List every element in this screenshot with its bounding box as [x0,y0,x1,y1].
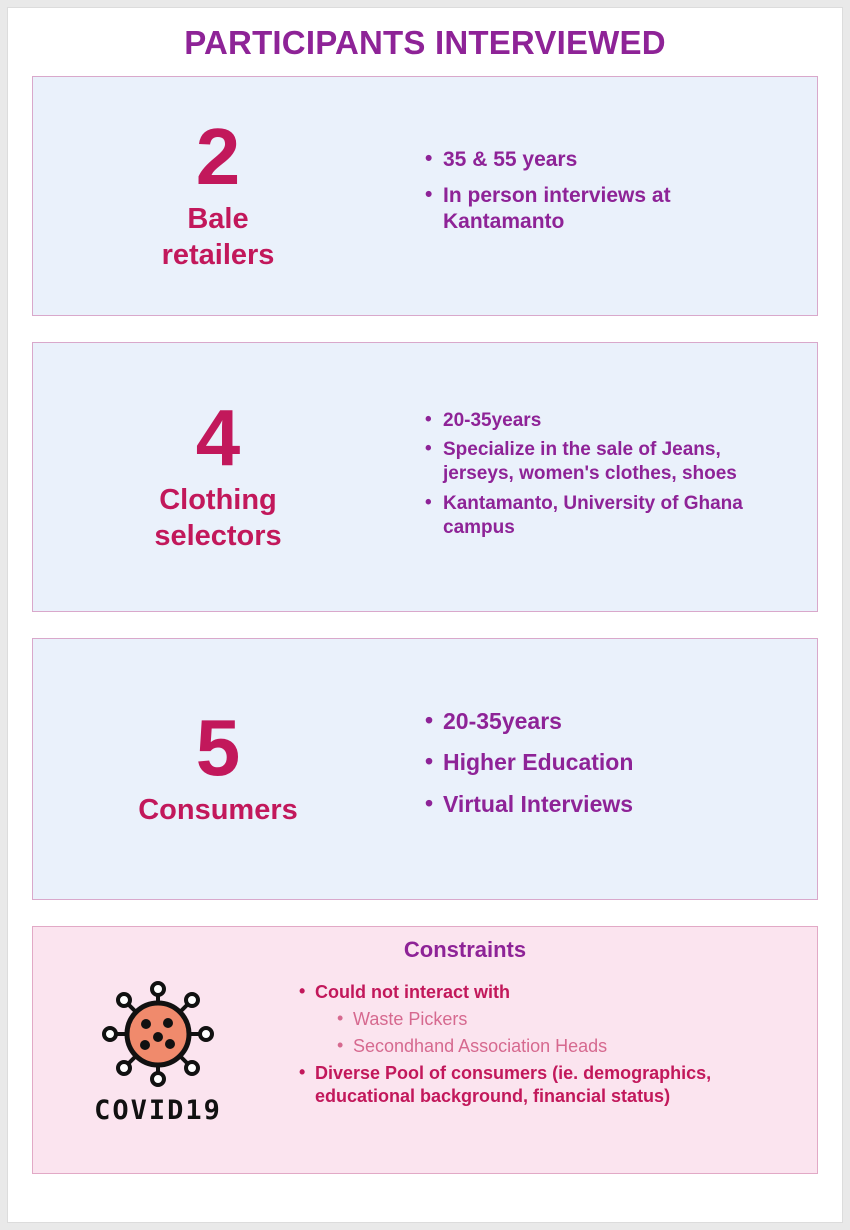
participant-count: 2 [195,111,241,201]
constraints-items [283,981,787,1109]
list-item: • 35 & 55 years [425,147,791,174]
participant-role-label [33,792,403,828]
participant-details-list [403,707,791,819]
card-left-column [33,111,403,274]
list-item: • 20-35years [425,409,791,433]
participant-role-label-line2: retailers [161,239,275,271]
card-left-column [33,392,403,555]
list-item: • Virtual Interviews [425,790,791,819]
list-item: • Higher Education [425,748,791,777]
participant-card-consumers [32,638,818,900]
card-left-column [33,702,403,828]
participant-card-clothing-selectors [32,342,818,612]
constraints-heading: Constraints [403,937,527,962]
card-right-column [403,409,817,546]
list-item: • In person interviews at Kantamanto [425,183,791,237]
constraints-list [283,969,817,1113]
covid-virus-icon [88,979,228,1089]
list-item [299,981,787,1058]
list-item: • Kantamanto, University of Ghana campus [425,492,791,541]
constraints-subitems [315,1007,787,1058]
participant-card-bale-retailers [32,76,818,316]
participant-count: 5 [195,702,241,792]
constraints-card [32,926,818,1174]
constraint-text: Could not interact with [315,982,510,1002]
list-item: • Secondhand Association Heads [337,1034,787,1058]
card-right-column [403,707,817,831]
card-right-column [403,147,817,246]
slide-canvas [8,8,842,1222]
participant-role-label-line2: selectors [154,520,282,552]
participant-role-label [33,201,403,274]
participant-details-list [403,409,791,541]
participant-role-label-line1: Clothing [159,483,277,516]
covid-icon-block [33,969,283,1126]
participant-role-label [33,482,403,555]
participant-role-label-line1: Bale [187,202,249,235]
list-item: • Specialize in the sale of Jeans, jerseys, women's clothes, shoes [425,438,791,487]
participant-count: 4 [195,392,241,482]
participant-details-list [403,147,791,237]
list-item: • Diverse Pool of consumers (ie. demographics, educational background, financial status) [299,1062,787,1109]
list-item: • 20-35years [425,707,791,736]
constraints-body [33,969,817,1126]
covid-caption: COVID19 [94,1095,222,1126]
page-title: PARTICIPANTS INTERVIEWED [184,24,666,61]
list-item: • Waste Pickers [337,1007,787,1031]
participant-role-label-line1: Consumers [138,793,298,826]
